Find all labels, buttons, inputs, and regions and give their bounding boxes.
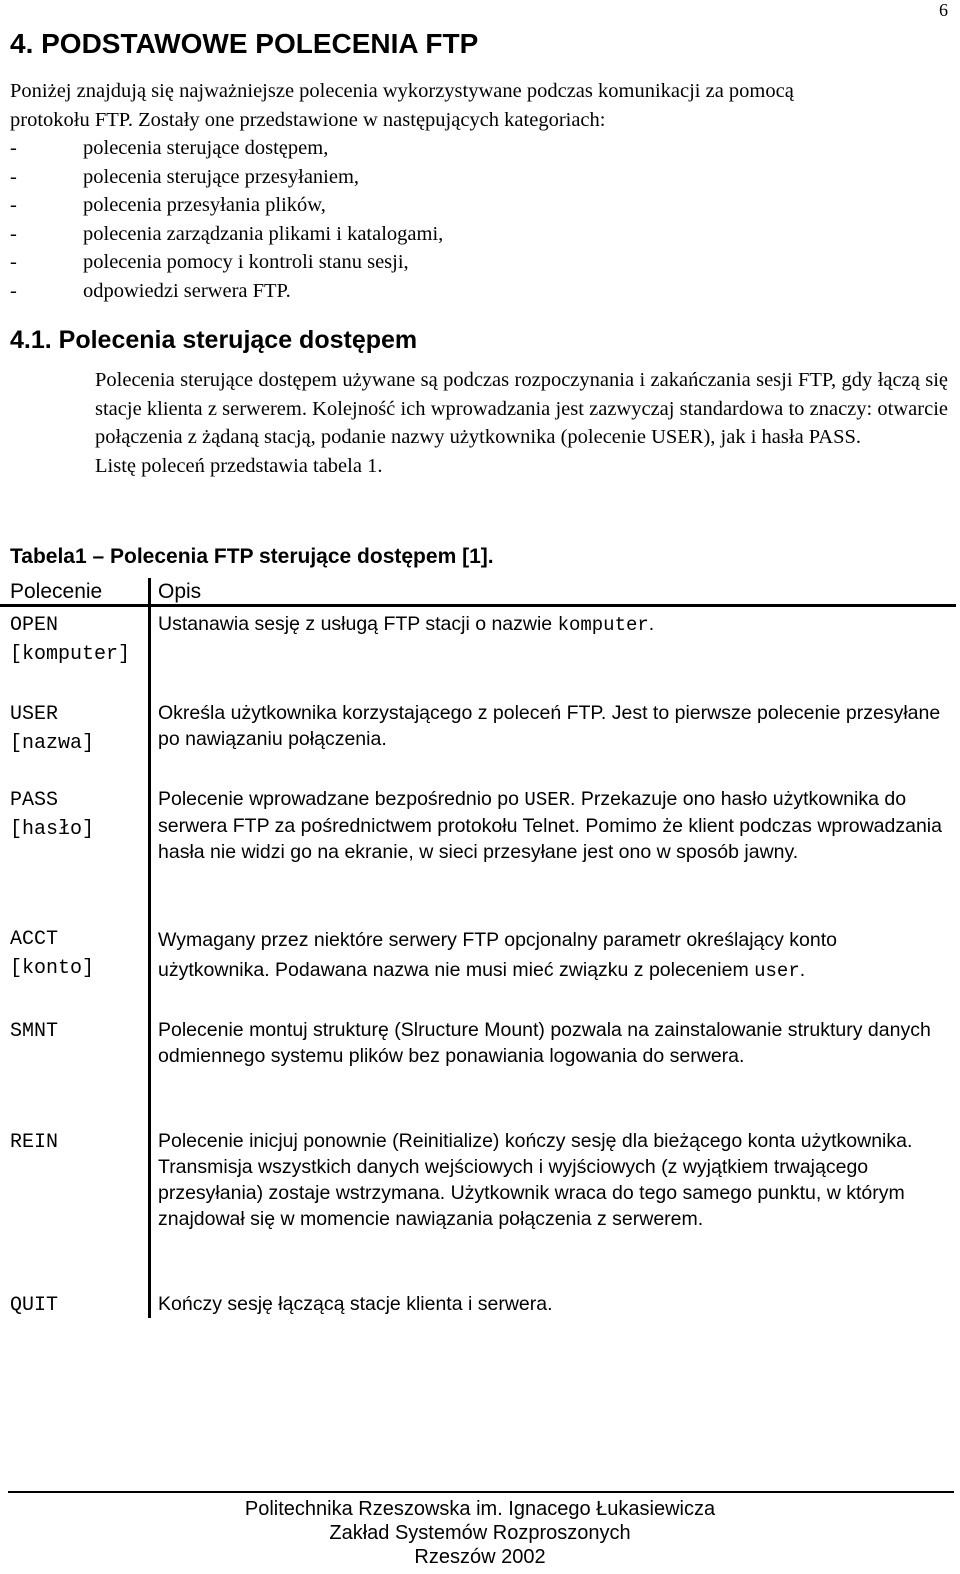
command-name: ACCT xyxy=(10,928,59,951)
description-text: Ustanawia sesję z usługą FTP stacji o nazwie xyxy=(158,613,558,635)
description-cell xyxy=(158,1128,953,1232)
list-item-text: polecenia przesyłania plików, xyxy=(83,194,326,216)
description-cell xyxy=(158,700,953,753)
intro-text xyxy=(10,77,950,305)
command-name: OPEN xyxy=(10,614,59,637)
column-divider xyxy=(148,578,151,1318)
footer-university: Politechnika Rzeszowska im. Ignacego Łukasiewicza xyxy=(244,1498,716,1520)
command-cell xyxy=(10,1291,58,1320)
list-item-text: odpowiedzi serwera FTP. xyxy=(83,279,291,302)
command-name: REIN xyxy=(10,1131,59,1154)
command-cell xyxy=(10,925,94,983)
header-rule xyxy=(0,604,956,607)
command-name: PASS xyxy=(10,789,59,812)
description-text-end: . xyxy=(799,959,806,981)
footer-place-year: Rzeszów 2002 xyxy=(414,1546,546,1568)
command-argument: [konto] xyxy=(10,957,95,980)
description-text: Określa użytkownika korzystającego z poleceń FTP. Jest to pierwsze polecenie przesyłane po nawiązaniu połączenia. xyxy=(158,702,941,750)
command-name: USER xyxy=(10,703,59,726)
intro-line-1: Poniżej znajdują się najważniejsze polecenia wykorzystywane podczas komunikacji za pomocą xyxy=(10,80,794,102)
description-code: user xyxy=(754,960,800,982)
list-item: - polecenia zarządzania plikami i katalogami, xyxy=(10,222,444,245)
footer-department: Zakład Systemów Rozproszonych xyxy=(329,1522,631,1544)
subsection-paragraph: Polecenia sterujące dostępem używane są podczas rozpoczynania i zakańczania sesji FTP, gdy łączą się stacje klienta z serwerem. Kolejność ich wprowadzania jest zazwyczaj standardowa to znaczy: otwarcie połączenia z żądaną stacją, podanie nazwy użytkownika (polecenie USER), jak i hasła PASS. xyxy=(95,369,948,448)
command-argument: [komputer] xyxy=(10,643,131,666)
command-cell xyxy=(10,1128,58,1157)
command-argument: [nazwa] xyxy=(10,732,95,755)
column-header-command: Polecenie xyxy=(10,580,103,603)
table-caption: Tabela1 – Polecenia FTP sterujące dostępem [1]. xyxy=(10,545,494,568)
description-cell xyxy=(158,1291,953,1317)
command-name: QUIT xyxy=(10,1294,59,1317)
description-text-end: . Przekazuje ono hasło użytkownika do serwera FTP za pośrednictwem protokołu Telnet. Pomimo że klient podczas wprowadzania hasła nie widzi go na ekranie, w sieci przesyłane jest ono w sposób jawny. xyxy=(158,788,942,863)
description-cell xyxy=(158,786,953,865)
list-item: - polecenia przesyłania plików, xyxy=(10,194,326,216)
list-item: - odpowiedzi serwera FTP. xyxy=(10,279,291,302)
description-text: Polecenie wprowadzane bezpośrednio po xyxy=(158,788,525,810)
command-cell xyxy=(10,786,94,844)
commands-table xyxy=(0,578,960,1318)
description-code: USER xyxy=(524,789,571,811)
page-footer xyxy=(0,1497,960,1569)
description-text: Wymagany przez niektóre serwery FTP opcjonalny parametr określający konto użytkownika. Podawana nazwa nie musi mieć związku z poleceniem xyxy=(158,929,837,981)
list-item: - polecenia pomocy i kontroli stanu sesji, xyxy=(10,251,409,273)
command-cell xyxy=(10,700,94,758)
command-cell xyxy=(10,611,130,669)
subsection-table-reference: Listę poleceń przedstawia tabela 1. xyxy=(95,454,383,477)
description-cell xyxy=(158,611,953,638)
list-item: - polecenia sterujące dostępem, xyxy=(10,137,329,159)
list-item-text: polecenia zarządzania plikami i katalogami, xyxy=(83,222,444,245)
page-number: 6 xyxy=(939,0,948,20)
command-name: SMNT xyxy=(10,1020,59,1043)
column-header-description: Opis xyxy=(158,580,202,603)
description-code: komputer xyxy=(557,614,649,636)
list-item-text: polecenia sterujące przesyłaniem, xyxy=(83,165,360,188)
list-item-text: polecenia sterujące dostępem, xyxy=(83,137,329,159)
intro-line-2: protokołu FTP. Zostały one przedstawione w następujących kategoriach: xyxy=(10,108,606,131)
section-title: 4. PODSTAWOWE POLECENIA FTP xyxy=(10,28,479,59)
category-list xyxy=(10,134,950,305)
command-argument: [hasło] xyxy=(10,818,95,841)
description-text-end: . xyxy=(648,613,655,635)
description-cell xyxy=(158,925,953,986)
description-text: Polecenie montuj strukturę (Slructure Mount) pozwala na zainstalowanie struktury danych odmiennego systemu plików bez ponawiania logowania do serwera. xyxy=(158,1019,931,1067)
description-cell xyxy=(158,1017,953,1069)
footer-rule xyxy=(8,1491,954,1493)
list-item-text: polecenia pomocy i kontroli stanu sesji, xyxy=(83,251,409,273)
command-cell xyxy=(10,1017,58,1046)
description-text: Kończy sesję łączącą stacje klienta i serwera. xyxy=(158,1293,553,1315)
subsection-title: 4.1. Polecenia sterujące dostępem xyxy=(10,326,418,354)
subsection-text xyxy=(95,366,948,480)
list-item: - polecenia sterujące przesyłaniem, xyxy=(10,165,360,188)
description-text: Polecenie inicjuj ponownie (Reinitialize) kończy sesję dla bieżącego konta użytkownika. Transmisja wszystkich danych wejściowych i wyjściowych (z wyjątkiem trwającego przesyłania) zostaje wstrzymana. Użytkownik wraca do tego samego punktu, w którym znajdował się w momencie nawiązania połączenia z serwerem. xyxy=(158,1130,913,1230)
